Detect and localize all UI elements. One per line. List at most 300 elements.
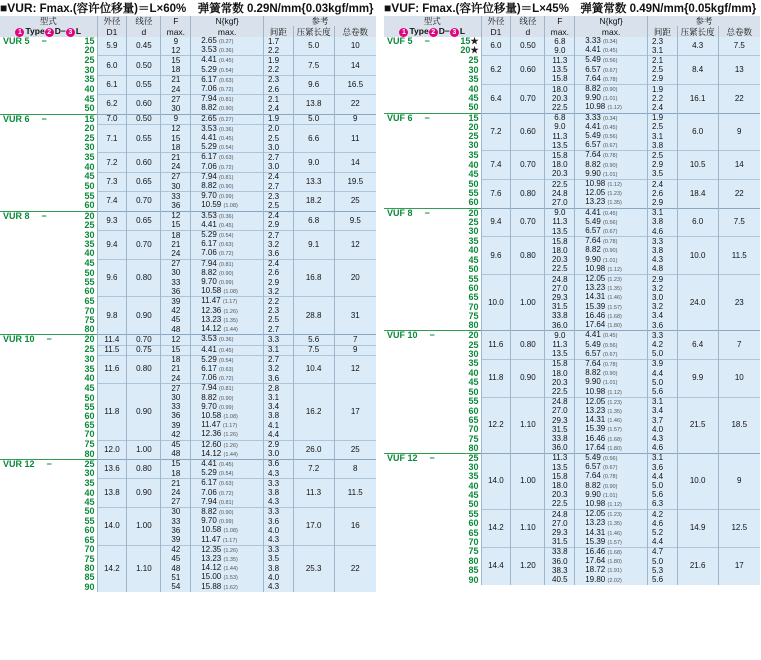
kgf-value: (0.81) [219,174,234,181]
n-value: 8.82 [585,84,601,94]
header-type-label: 型式 [0,16,97,26]
kgf-value: (1.44) [223,451,238,458]
type-length-cell [384,566,481,575]
n-max-cell [575,435,648,444]
gap-cell: 4.6 [647,227,677,237]
kgf-value: (1.68) [607,436,622,443]
type-length-cell [0,192,97,202]
length-value: 30 [84,143,95,153]
table-row [384,237,760,247]
type-length-cell [384,359,481,369]
table-row [0,355,376,365]
kgf-value: (0.67) [603,229,618,236]
type-length-cell [384,510,481,520]
header-n: N{kgf} [191,16,264,26]
kgf-value: (0.36) [219,337,234,344]
type-length-cell [384,491,481,500]
n-max-cell [191,240,264,249]
total-turns-cell: 9 [718,113,760,151]
type-length-cell [384,500,481,510]
length-value: 60 [84,287,95,297]
n-max-cell [191,430,264,440]
kgf-value: (0.72) [219,490,234,497]
length-value: 75 [468,434,479,444]
n-value: 9.70 [201,278,217,287]
kgf-value: (0.72) [219,376,234,383]
compressed-length-cell: 13.3 [293,172,334,191]
f-max-cell: 24 [161,489,191,498]
type-length-cell [384,341,481,350]
n-value: 15.88 [201,582,222,591]
type-length-cell [384,198,481,208]
n-max-cell [575,397,648,407]
f-max-cell: 33.8 [545,312,575,321]
type-length-cell [0,278,97,287]
total-turns-cell: 14 [718,151,760,180]
type-length-cell [384,123,481,132]
type-length-cell [384,435,481,444]
n-max-cell [575,161,648,170]
wire-diameter-cell: 0.50 [127,56,161,75]
gap-cell: 2.9 [647,275,677,285]
type-length-cell [384,407,481,416]
n-value: 14.31 [585,528,606,537]
outer-diameter-cell: 7.1 [97,124,127,153]
type-length-cell [384,180,481,190]
step-number-badge: 3 [450,28,459,37]
compressed-length-cell: 17.0 [293,507,334,545]
header-wire-symbol: d [511,26,545,37]
n-value: 2.65 [201,114,217,123]
gap-cell: 2.4 [263,211,293,221]
n-value: 10.98 [585,499,606,508]
outer-diameter-cell: 9.6 [481,237,511,275]
gap-cell: 1.9 [263,56,293,66]
kgf-value: (1.35) [607,200,622,207]
length-value: 20 [468,330,479,341]
wire-diameter-cell: 0.80 [127,355,161,384]
n-max-cell [191,278,264,287]
length-value: 35 [84,364,95,374]
n-max-cell [191,459,264,469]
n-value: 9.70 [201,402,217,411]
n-max-cell [575,341,648,350]
kgf-value: (0.78) [603,239,618,246]
length-value: 60 [468,198,479,208]
gap-cell: 5.2 [647,529,677,538]
n-max-cell [575,246,648,255]
length-value: 75 [468,311,479,321]
gap-cell: 1.9 [647,113,677,123]
step-number-badge: 2 [45,28,54,37]
compressed-length-cell: 13.8 [293,95,334,114]
kgf-value: (1.44) [223,566,238,573]
compressed-length-cell: 7.2 [293,459,334,478]
f-max-cell: 11.3 [545,453,575,463]
length-value: 40 [84,249,95,259]
kgf-value: (0.72) [219,164,234,171]
n-value: 6.17 [201,240,217,249]
f-max-cell: 27 [161,95,191,105]
outer-diameter-cell: 11.8 [97,384,127,440]
n-value: 3.33 [585,37,601,45]
kgf-value: (2.02) [607,577,622,584]
n-max-cell [575,189,648,198]
kgf-value: (0.78) [603,76,618,83]
n-value: 8.82 [201,182,217,191]
gap-cell: 3.3 [263,507,293,517]
compressed-length-cell: 16.8 [293,259,334,297]
n-max-cell [191,95,264,105]
n-value: 9.70 [201,191,217,201]
n-max-cell [575,350,648,360]
n-value: 14.12 [201,449,222,458]
n-max-cell [575,407,648,416]
kgf-value: (0.27) [219,116,234,123]
kgf-value: (0.63) [219,155,234,162]
type-length-cell [0,498,97,508]
gap-cell: 3.2 [263,240,293,249]
gap-cell: 2.5 [647,123,677,132]
n-value: 9.70 [201,517,217,526]
f-max-cell: 24.8 [545,510,575,520]
type-length-cell [384,378,481,387]
f-max-cell: 36 [161,201,191,211]
gap-cell: 3.3 [647,331,677,341]
table-row [384,151,760,161]
n-value: 7.64 [585,74,601,83]
n-max-cell [575,500,648,510]
type-length-cell [0,201,97,211]
length-value: 25 [84,220,95,230]
type-length-cell [0,134,97,143]
total-turns-cell: 12 [334,231,376,260]
n-value: 8.82 [201,268,217,277]
header-n-max: max. [191,26,264,37]
wire-diameter-cell: 0.60 [127,153,161,172]
n-value: 3.53 [201,124,217,133]
n-max-cell [191,259,264,269]
f-max-cell: 20.3 [545,256,575,265]
length-value: 20 [84,334,95,345]
n-max-cell [575,151,648,161]
n-value: 8.82 [585,160,601,169]
n-max-cell [191,163,264,173]
type-name: VUF 5 [387,37,413,46]
outer-diameter-cell: 12.2 [481,397,511,453]
n-max-cell [191,421,264,430]
kgf-value: (1.26) [223,308,238,315]
n-max-cell [575,227,648,237]
total-turns-cell: 25 [334,192,376,211]
type-length-cell [0,517,97,526]
f-max-cell: 33 [161,517,191,526]
type-length-cell [384,416,481,425]
n-max-cell [191,114,264,124]
f-max-cell: 54 [161,583,191,592]
kgf-value: (0.99) [219,194,234,201]
type-length-cell [384,425,481,434]
type-dash: − [424,113,430,123]
length-value: 70 [468,425,479,435]
kgf-value: (1.68) [607,549,622,556]
n-value: 4.41 [585,122,601,131]
wire-diameter-cell: 1.10 [511,397,545,453]
n-max-cell [191,46,264,56]
length-value: 60 [84,526,95,536]
n-max-cell [191,498,264,508]
kgf-value: (1.68) [607,313,622,320]
n-value: 13.23 [585,406,606,415]
n-max-cell [575,256,648,265]
wire-diameter-cell: 0.70 [127,192,161,211]
table-row [0,124,376,134]
compressed-length-cell: 10.0 [677,237,718,275]
f-max-cell: 9.0 [545,123,575,132]
n-value: 7.06 [201,249,217,258]
header-f-max: max. [545,26,575,37]
n-value: 7.06 [201,85,217,94]
wire-diameter-cell: 0.70 [511,85,545,114]
gap-cell: 3.1 [647,46,677,56]
step-number-badge: 3 [66,28,75,37]
type-length-cell [384,85,481,95]
length-value: 65 [84,421,95,431]
type-length-cell [0,325,97,335]
compressed-length-cell: 4.3 [677,37,718,56]
f-max-cell: 21 [161,365,191,374]
kgf-value: (0.90) [219,184,234,191]
type-length-cell [0,182,97,192]
total-turns-cell: 22 [718,180,760,209]
length-value: 40 [468,481,479,491]
kgf-value: (1.53) [223,575,238,582]
type-length-cell [0,221,97,231]
compressed-length-cell: 10.4 [293,355,334,384]
outer-diameter-cell: 7.0 [97,114,127,124]
type-code-part: Type [409,26,429,36]
gap-cell: 2.7 [263,231,293,241]
kgf-value: (0.56) [603,219,618,226]
f-max-cell: 11.3 [545,132,575,141]
f-max-cell: 24.8 [545,275,575,285]
type-length-cell [0,307,97,316]
outer-diameter-cell: 14.4 [481,547,511,584]
type-length-cell [384,94,481,103]
kgf-value: (1.01) [603,257,618,264]
compressed-length-cell: 21.6 [677,547,718,584]
gap-cell: 4.3 [263,583,293,592]
kgf-value: (1.12) [607,266,622,273]
type-length-cell [0,231,97,241]
type-length-cell [384,369,481,378]
compressed-length-cell: 16.2 [293,384,334,440]
kgf-value: (1.12) [607,501,622,508]
type-length-cell [0,143,97,153]
length-value: 60 [468,284,479,294]
f-max-cell: 18.0 [545,246,575,255]
total-turns-cell: 18.5 [718,397,760,453]
kgf-value: (1.57) [607,427,622,434]
kgf-value: (1.35) [607,286,622,293]
gap-cell: 4.8 [647,265,677,275]
outer-diameter-cell: 9.8 [97,297,127,335]
n-value: 10.58 [201,287,222,296]
n-value: 8.82 [201,104,217,113]
compressed-length-cell: 6.8 [293,211,334,230]
n-max-cell [575,218,648,227]
f-max-cell: 24 [161,249,191,259]
n-max-cell [191,555,264,564]
n-max-cell [191,507,264,517]
type-dash: − [46,459,52,469]
n-value: 7.06 [201,488,217,497]
header-od: 外径 [97,16,127,26]
star-mark: ★ [470,46,479,56]
n-value: 5.29 [201,65,217,74]
type-length-cell [0,394,97,403]
kgf-value: (1.57) [607,304,622,311]
length-value: 50 [468,179,479,189]
f-max-cell: 29.3 [545,529,575,538]
header-compressed-length: 压紧长度 [293,26,334,37]
gap-cell: 3.3 [263,545,293,555]
wire-diameter-cell: 0.65 [127,211,161,230]
kgf-value: (0.90) [603,248,618,255]
total-turns-cell: 11.5 [334,479,376,508]
length-value: 50 [84,104,95,114]
gap-cell: 3.0 [647,293,677,302]
gap-cell: 2.1 [263,95,293,105]
length-value: 70 [84,306,95,316]
length-value: 20 [468,208,479,218]
type-length-cell [384,463,481,472]
total-turns-cell: 11.5 [718,237,760,275]
total-turns-cell: 14 [334,56,376,75]
kgf-value: (0.36) [219,48,234,55]
f-max-cell: 12 [161,124,191,134]
vuf-title [384,0,760,16]
gap-cell: 2.9 [647,161,677,170]
gap-cell: 3.2 [263,287,293,297]
gap-cell: 2.9 [263,440,293,450]
header-f: F [545,16,575,26]
gap-cell: 4.0 [263,573,293,582]
n-value: 11.47 [201,421,221,430]
type-length-cell [0,564,97,573]
n-max-cell [575,113,648,123]
table-row [0,172,376,182]
n-value: 14.31 [585,416,606,425]
n-max-cell [575,94,648,103]
table-row [0,545,376,555]
outer-diameter-cell: 7.3 [97,172,127,191]
type-length-cell [384,141,481,151]
f-max-cell: 9.0 [545,208,575,218]
n-value: 4.41 [201,459,217,468]
type-length-cell [0,316,97,325]
length-value: 80 [84,564,95,574]
kgf-value: (0.45) [219,58,234,65]
wire-diameter-cell: 0.70 [511,208,545,237]
length-value: 25 [468,55,479,65]
gap-cell: 2.4 [263,104,293,114]
n-value: 3.53 [201,334,217,344]
length-value: 25 [468,453,479,463]
length-value: 85 [468,566,479,576]
type-length-cell [0,403,97,412]
n-value: 4.41 [585,330,601,340]
kgf-value: (0.45) [603,333,618,340]
n-value: 8.82 [201,393,217,402]
gap-cell: 6.3 [647,500,677,510]
gap-cell: 2.7 [263,153,293,163]
outer-diameter-cell: 13.8 [97,479,127,508]
gap-cell: 5.3 [647,566,677,575]
kgf-value: (1.62) [223,584,238,591]
table-row [384,510,760,520]
length-value: 30 [84,65,95,75]
f-max-cell: 33 [161,403,191,412]
f-max-cell: 36 [161,526,191,535]
n-max-cell [191,269,264,278]
f-max-cell: 15 [161,56,191,66]
type-length-cell [384,265,481,275]
n-value: 14.12 [201,564,222,573]
f-max-cell: 6.8 [545,37,575,46]
f-max-cell: 27 [161,172,191,182]
header-ref: 参考 [263,16,376,26]
total-turns-cell: 11 [334,124,376,153]
n-max-cell [575,198,648,208]
outer-diameter-cell: 7.4 [97,192,127,211]
compressed-length-cell: 6.0 [677,113,718,151]
header-wire: 线径 [511,16,545,26]
length-value: 65 [84,535,95,545]
n-value: 15.39 [585,425,606,434]
f-max-cell: 21 [161,479,191,489]
n-value: 6.57 [585,349,601,358]
length-value: 85 [84,573,95,583]
f-max-cell: 20.3 [545,378,575,387]
type-length-cell [0,365,97,374]
gap-cell: 4.3 [263,498,293,508]
type-dash: − [41,114,47,124]
gap-cell: 2.5 [647,151,677,161]
kgf-value: (1.01) [603,96,618,103]
outer-diameter-cell: 14.2 [97,545,127,592]
outer-diameter-cell: 7.6 [481,180,511,209]
total-turns-cell: 22 [718,85,760,114]
f-max-cell: 36 [161,412,191,421]
n-value: 5.29 [201,230,217,240]
f-max-cell: 36.0 [545,321,575,331]
length-value: 40 [84,162,95,172]
n-max-cell [575,37,648,46]
length-value: 15 [84,114,95,124]
n-value: 16.46 [585,434,606,443]
n-max-cell [575,547,648,557]
length-value: 30 [84,355,95,365]
total-turns-cell: 16.5 [334,75,376,94]
compressed-length-cell: 6.4 [677,331,718,360]
gap-cell: 3.1 [647,132,677,141]
total-turns-cell: 9 [334,114,376,124]
header-od-symbol: D1 [481,26,511,37]
f-max-cell: 15 [161,345,191,355]
length-value: 25 [468,340,479,350]
gap-cell: 3.7 [647,416,677,425]
